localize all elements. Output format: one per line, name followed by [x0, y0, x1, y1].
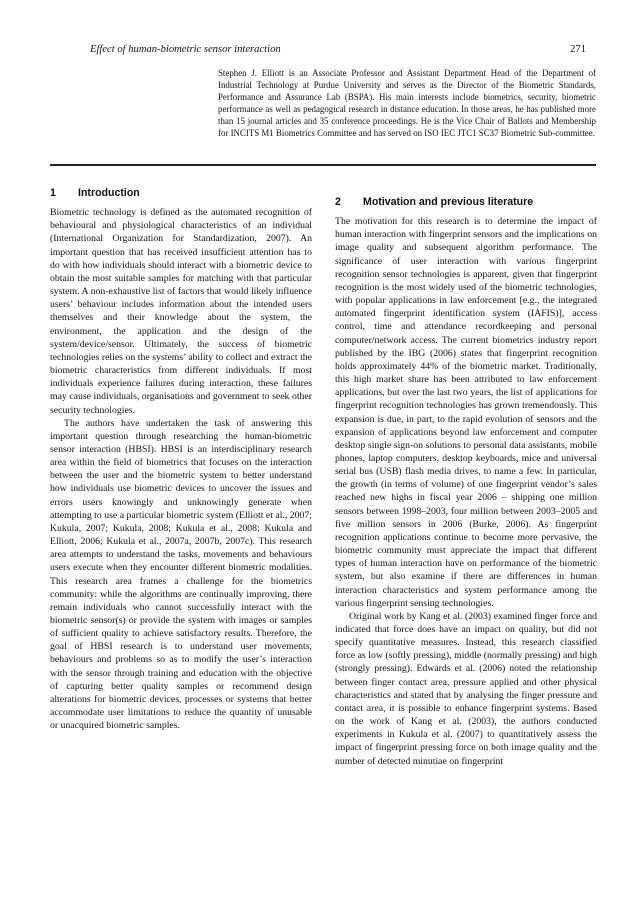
top-rule: [50, 164, 596, 166]
section-title: Motivation and previous literature: [363, 196, 534, 208]
paragraph: Original work by Kang et al. (2003) examined finger force and indicated that force does have an impact on quality, but did not specify quantitative measures. Instead, this research classified force as low (softly pressing), middle (normally pressing) and high (strongly pressing). Edwards et al. (2006) noted the relationship between finger contact area, pressure applied and other physical characteristics and stated that by analysing the finger pressure and contact area, it is possible to enhance fingerprint systems. Based on the work of Kang et al. (2003), the authors conducted experiments in Kukula et al. (2007) to quantitatively assess the impact of fingerprint pressing force on both image quality and the number of detected minutiae on fingerprint: [335, 610, 597, 767]
page-number: 271: [570, 44, 586, 55]
section-introduction: [50, 187, 312, 732]
running-title: Effect of human-biometric sensor interaction: [90, 44, 281, 55]
section-heading: [335, 196, 597, 209]
author-bio: Stephen J. Elliott is an Associate Professor and Assistant Department Head of the Department of Industrial Technology at Purdue University and serves as the Director of the Biometric Standards, Performance and Assurance Lab (BSPA). His main interests include biometrics, security, biometric performance as well as pedagogical research in distance education. In those areas, he has published more than 15 journal articles and 35 conference proceedings. He is the Vice Chair of Ballots and Membership for INCITS M1 Biometrics Committee and has served on ISO IEC JTC1 SC37 Biometric Sub-committee.: [218, 68, 596, 139]
paragraph: Biometric technology is defined as the automated recognition of behavioural and physiological characteristics of an individual (International Organization for Standardization, 2007). An important question that has received insufficient attention has to do with how individuals should interact with a biometric device to obtain the most suitable samples for matching with that particular system. A non-exhaustive list of factors that would likely influence users’ behaviour includes information about the intended users themselves and their knowledge about the system, the environment, the application and the design of the system/device/sensor. Ultimately, the success of biometric technologies relies on the systems’ ability to collect and extract the biometric characteristics from different individuals. If most individuals experience failures during interaction, these failures may cause individuals, organisations and government to seek other security technologies.: [50, 207, 312, 416]
section-number: 1: [50, 187, 56, 199]
paragraph: The authors have undertaken the task of answering this important question through researching the human-biometric sensor interaction (HBSI). HBSI is an interdisciplinary research area within the field of biometrics that focuses on the interaction between the user and the biometric system to better understand how individuals use biometric devices to uncover the issues and errors users knowingly and unknowingly generate when attempting to use a particular biometric system (Elliott et al., 2007; Kukula, 2007; Kukula, 2008; Kukula et al., 2008; Kukula and Elliott, 2006; Kukula et al., 2007a, 2007b, 2007c). This research area attempts to understand the tasks, movements and behaviours users execute when they encounter different biometric modalities. This research area frames a challenge for the biometrics community: while the algorithms are continually improving, there remain individuals who cannot successfully interact with the biometric sensor(s) or provide the system with images or samples of sufficient quality to achieve satisfactory results. Therefore, the goal of HBSI research is to understand user movements, behaviours and problems so as to modify the user’s interaction with the sensor through training and education with the objective of capturing better quality samples or recommend design alterations for biometric devices, processes or systems that better accommodate user limitations to reduce the quantity of unusable or unacquired biometric samples.: [50, 417, 312, 732]
section-title: Introduction: [78, 187, 140, 199]
paragraph: The motivation for this research is to determine the impact of human interaction with fingerprint sensors and the implications on image quality and subsequent algorithm performance. The significance of user interaction with various fingerprint recognition sensor technologies is apparent, given that fingerprint recognition is the most widely used of the biometric technologies, with popular applications in law enforcement [e.g., the integrated automated fingerprint identification system (IAFIS)], access control, time and attendance recordkeeping and personal computer/network access. The current biometrics industry report published by the IBG (2006) states that fingerprint recognition holds approximately 44% of the biometric market. Traditionally, this high market share has been attributed to law enforcement applications, but over the last two years, the list of applications for fingerprint recognition technologies has grown tremendously. This expansion is due, in part, to the rapid evolution of sensors and the expansion of applications beyond law enforcement and computer desktop single sign-on solutions to personal data assistants, mobile phones, laptop computers, desktop keyboards, mice and universal serial bus (USB) flash media drives, to name a few. In particular, the growth (in terms of volume) of one fingerprint vendor’s sales reached new highs in fiscal year 2006 – shipping one million sensors between 1998–2003, four million between 2003–2005 and five million sensors in 2006 (Burke, 2006). As fingerprint recognition applications continue to become more pervasive, the biometric community must appreciate the impact that different types of human interaction have on performance of the biometric system, but also examine if there are differences in human interaction characteristics and system performance among the various fingerprint sensing technologies.: [335, 216, 597, 609]
section-number: 2: [335, 196, 341, 208]
section-motivation: [335, 196, 597, 768]
section-heading: [50, 187, 312, 200]
